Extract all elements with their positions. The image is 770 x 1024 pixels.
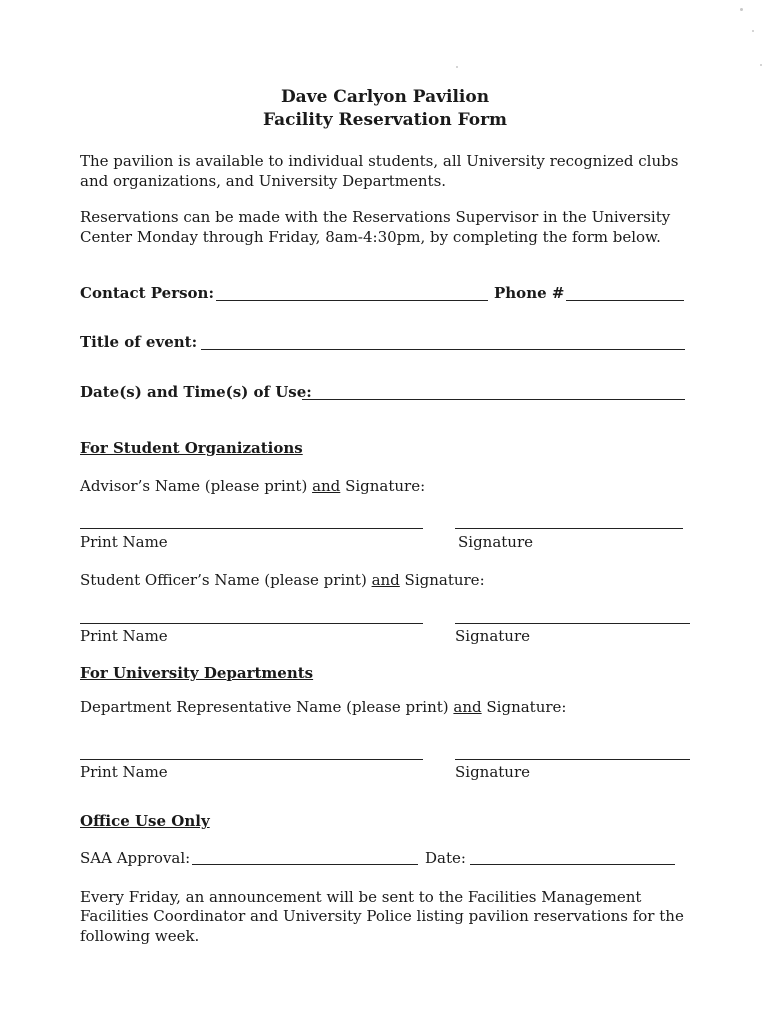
officer-print-name-label: Print Name: [80, 627, 168, 645]
form-title-line2: Facility Reservation Form: [262, 110, 508, 130]
footer-line1: Every Friday, an announcement will be sent to the Facilities Management: [80, 888, 642, 906]
scan-speck: [456, 66, 458, 68]
scan-speck: [740, 8, 743, 11]
office-use-heading: Office Use Only: [80, 812, 210, 830]
footer-line3: following week.: [80, 927, 200, 945]
dates-times-field[interactable]: [302, 399, 685, 400]
phone-label: Phone #: [494, 284, 565, 302]
officer-signature-label: Signature: [455, 627, 531, 645]
student-orgs-heading: For Student Organizations: [80, 439, 303, 457]
officer-print-name-field[interactable]: [80, 623, 423, 624]
intro-para2-line1: Reservations can be made with the Reservations Supervisor in the University: [80, 208, 671, 226]
advisor-signature-label: Signature: [458, 533, 534, 551]
intro-para1-line1: The pavilion is available to individual students, all University recognized clubs: [80, 152, 679, 170]
dates-times-label: Date(s) and Time(s) of Use:: [80, 383, 312, 401]
office-date-label: Date:: [425, 849, 466, 867]
dept-rep-instruction: Department Representative Name (please print) and Signature:: [80, 698, 567, 716]
dept-rep-print-name-field[interactable]: [80, 759, 423, 760]
contact-person-field[interactable]: [216, 300, 488, 301]
office-date-field[interactable]: [470, 864, 675, 865]
footer-line2: Facilities Coordinator and University Police listing pavilion reservations for the: [80, 907, 684, 925]
advisor-print-name-label: Print Name: [80, 533, 168, 551]
saa-approval-label: SAA Approval:: [80, 849, 191, 867]
saa-approval-field[interactable]: [192, 864, 418, 865]
title-of-event-label: Title of event:: [80, 333, 198, 351]
intro-para1-line2: and organizations, and University Departments.: [80, 172, 447, 190]
advisor-instruction: Advisor’s Name (please print) and Signature:: [80, 477, 426, 495]
officer-signature-field[interactable]: [455, 623, 690, 624]
officer-instruction: Student Officer’s Name (please print) and Signature:: [80, 571, 485, 589]
scan-speck: [752, 30, 754, 32]
intro-para2-line2: Center Monday through Friday, 8am-4:30pm, by completing the form below.: [80, 228, 661, 246]
university-depts-heading: For University Departments: [80, 664, 314, 682]
dept-rep-signature-field[interactable]: [455, 759, 690, 760]
dept-rep-signature-label: Signature: [455, 763, 531, 781]
title-of-event-field[interactable]: [201, 349, 685, 350]
contact-person-label: Contact Person:: [80, 284, 214, 302]
scan-speck: [760, 64, 762, 66]
advisor-signature-field[interactable]: [455, 528, 683, 529]
phone-field[interactable]: [566, 300, 684, 301]
advisor-print-name-field[interactable]: [80, 528, 423, 529]
dept-rep-print-name-label: Print Name: [80, 763, 168, 781]
form-title-line1: Dave Carlyon Pavilion: [280, 87, 490, 107]
